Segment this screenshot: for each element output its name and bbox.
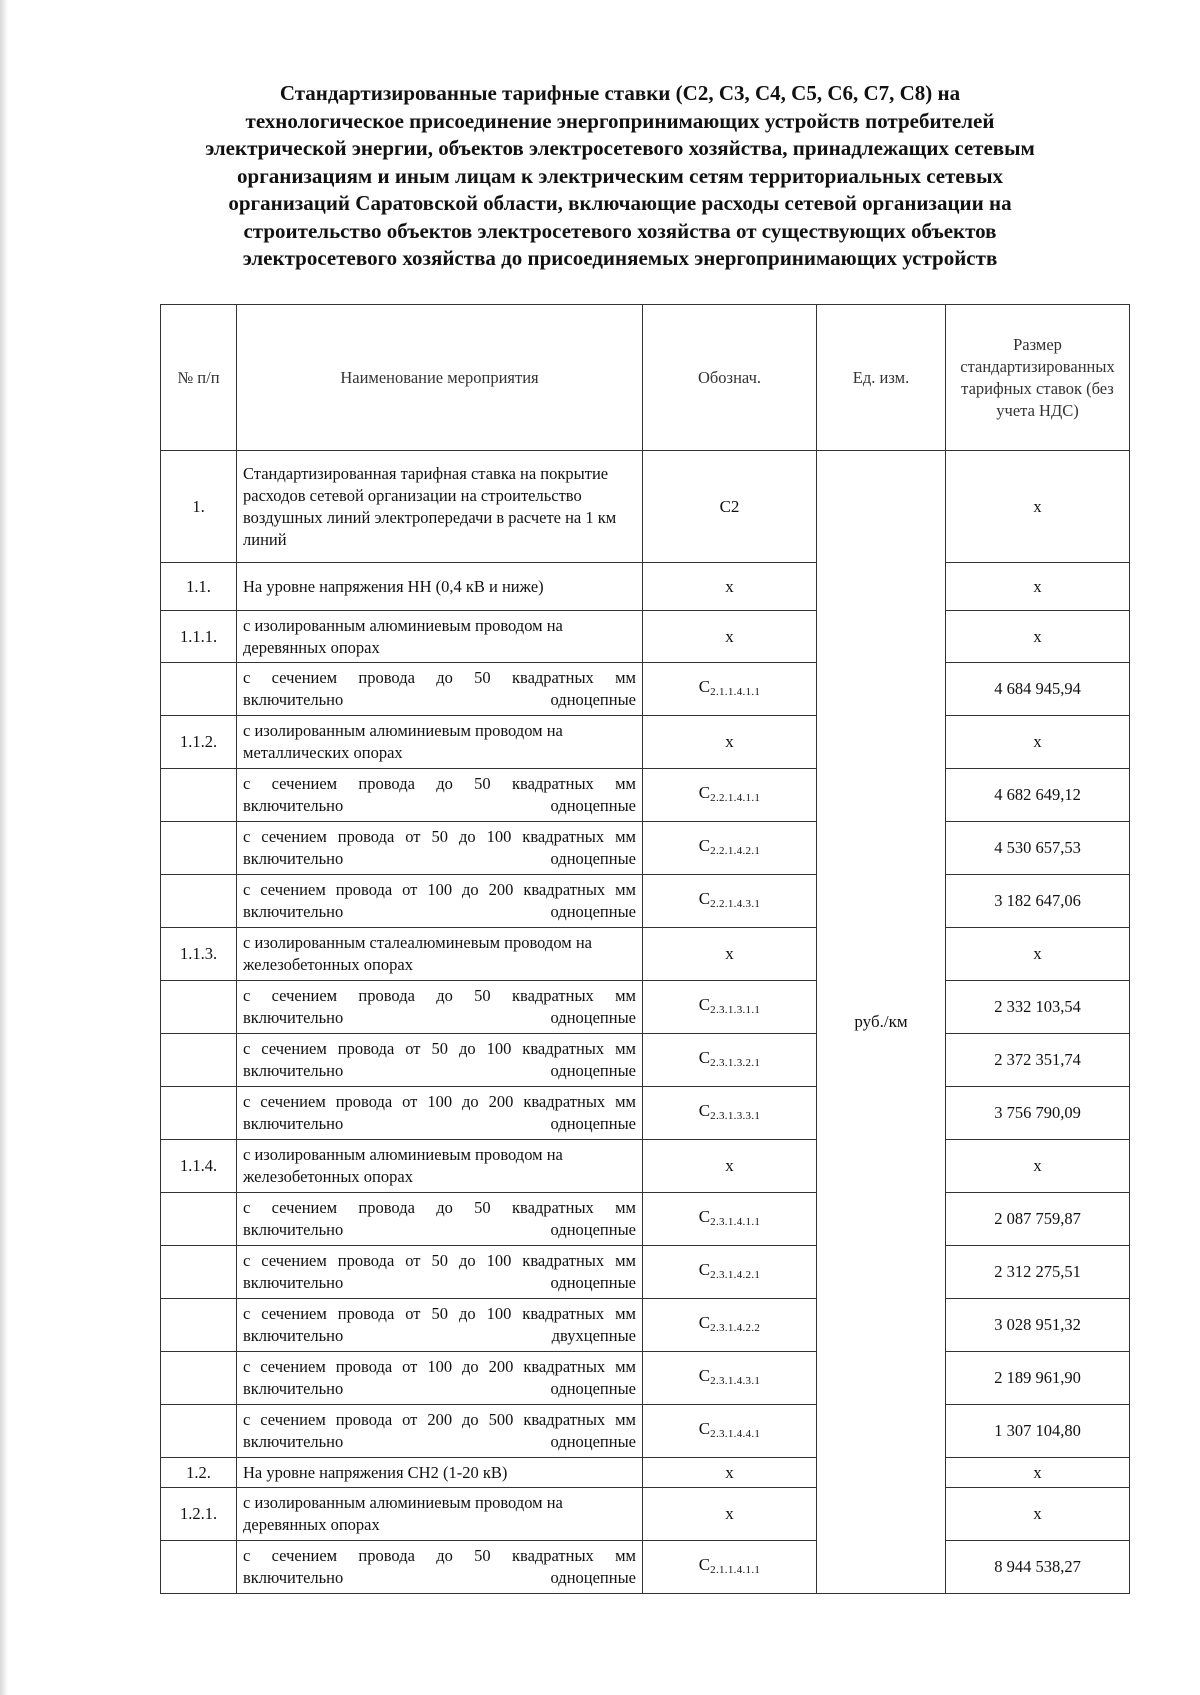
row-code — [643, 928, 817, 981]
header-code: Обознач. — [643, 305, 817, 451]
row-name: На уровне напряжения НН (0,4 кВ и ниже) — [237, 563, 643, 611]
code-subscript: 2.2.1.4.3.1 — [710, 897, 761, 910]
table-row — [161, 1352, 1130, 1405]
table-header-row — [161, 305, 1130, 451]
code-base: х — [725, 732, 734, 751]
code-base: С — [698, 676, 711, 696]
row-number — [161, 663, 237, 716]
row-name: с сечением провода до 50 квадратных мм включительно одноцепные — [237, 1193, 643, 1246]
table-row — [161, 981, 1130, 1034]
row-number — [161, 769, 237, 822]
row-number: 1.1.1. — [161, 611, 237, 663]
code-subscript: 2.3.1.3.2.1 — [710, 1056, 761, 1069]
code-subscript: 2.3.1.4.1.1 — [710, 1215, 761, 1228]
code-base: х — [725, 1156, 734, 1175]
row-number — [161, 875, 237, 928]
row-name: с сечением провода от 200 до 500 квадратных мм включительно одноцепные — [237, 1405, 643, 1458]
code-base: С — [698, 888, 711, 908]
row-value: 2 189 961,90 — [946, 1352, 1130, 1405]
code-base: С — [698, 782, 711, 802]
row-value: х — [946, 1140, 1130, 1193]
table-row — [161, 1246, 1130, 1299]
row-number — [161, 1541, 237, 1594]
row-code — [643, 1246, 817, 1299]
table-row — [161, 611, 1130, 663]
table-row — [161, 1087, 1130, 1140]
table-row — [161, 663, 1130, 716]
row-number: 1.2. — [161, 1458, 237, 1488]
code-base: С — [698, 1418, 711, 1438]
code-base: С — [698, 835, 711, 855]
row-value: 2 372 351,74 — [946, 1034, 1130, 1087]
row-number — [161, 822, 237, 875]
row-name: с сечением провода до 50 квадратных мм включительно одноцепные — [237, 1541, 643, 1594]
row-value: х — [946, 611, 1130, 663]
row-name: с изолированным алюминиевым проводом на деревянных опорах — [237, 1488, 643, 1541]
table-row — [161, 875, 1130, 928]
table-row — [161, 1034, 1130, 1087]
header-value: Размер стандартизированных тарифных ставок (без учета НДС) — [946, 305, 1130, 451]
row-code — [643, 1087, 817, 1140]
title-line: электрической энергии, объектов электросетевого хозяйства, принадлежащих сетевым — [205, 136, 1035, 160]
code-subscript: 2.1.1.4.1.1 — [710, 1563, 761, 1576]
tariff-table — [160, 304, 1130, 1594]
table-row — [161, 1488, 1130, 1541]
title-line: организациям и иным лицам к электрическим сетям территориальных сетевых — [237, 163, 1003, 188]
code-base: С — [698, 1206, 711, 1226]
row-name: На уровне напряжения СН2 (1-20 кВ) — [237, 1458, 643, 1488]
row-name: с сечением провода от 50 до 100 квадратных мм включительно двухцепные — [237, 1299, 643, 1352]
row-value: х — [946, 1488, 1130, 1541]
code-base: С — [698, 1365, 711, 1385]
table-row — [161, 1140, 1130, 1193]
row-code — [643, 1193, 817, 1246]
code-base: х — [725, 576, 734, 596]
row-name: с сечением провода до 50 квадратных мм включительно одноцепные — [237, 769, 643, 822]
row-code — [643, 1405, 817, 1458]
row-code — [643, 663, 817, 716]
row-code — [643, 1140, 817, 1193]
row-value: 2 332 103,54 — [946, 981, 1130, 1034]
row-code — [643, 822, 817, 875]
row-number: 1.1.4. — [161, 1140, 237, 1193]
code-subscript: 2.1.1.4.1.1 — [710, 685, 761, 698]
document-title — [150, 80, 1090, 273]
scan-edge-shadow — [0, 0, 8, 1695]
row-number: 1. — [161, 451, 237, 563]
code-base: С — [698, 1259, 711, 1279]
code-base: С — [698, 1554, 711, 1574]
code-base: С2 — [719, 496, 740, 516]
row-number — [161, 1087, 237, 1140]
row-number — [161, 1299, 237, 1352]
title-line: электросетевого хозяйства до присоединяемых энергопринимающих устройств — [242, 246, 998, 270]
row-value: 2 087 759,87 — [946, 1193, 1130, 1246]
code-base: С — [698, 994, 711, 1014]
row-value: 4 682 649,12 — [946, 769, 1130, 822]
row-code — [643, 1541, 817, 1594]
row-value: 3 182 647,06 — [946, 875, 1130, 928]
row-code — [643, 769, 817, 822]
code-base: х — [725, 1504, 734, 1523]
code-subscript: 2.3.1.4.2.1 — [710, 1268, 761, 1281]
code-subscript: 2.3.1.3.1.1 — [710, 1003, 761, 1016]
table-body — [161, 451, 1130, 1594]
row-name: с изолированным алюминиевым проводом на деревянных опорах — [237, 611, 643, 663]
code-subscript: 2.3.1.4.4.1 — [710, 1427, 761, 1440]
table-row — [161, 1541, 1130, 1594]
row-number: 1.1.2. — [161, 716, 237, 769]
table-row — [161, 1405, 1130, 1458]
row-value: 3 756 790,09 — [946, 1087, 1130, 1140]
row-value: 8 944 538,27 — [946, 1541, 1130, 1594]
header-num: № п/п — [161, 305, 237, 451]
row-number — [161, 981, 237, 1034]
row-number — [161, 1405, 237, 1458]
row-name: с сечением провода от 50 до 100 квадратных мм включительно одноцепные — [237, 1034, 643, 1087]
row-name: с сечением провода до 50 квадратных мм включительно одноцепные — [237, 663, 643, 716]
row-number: 1.1. — [161, 563, 237, 611]
code-base: х — [725, 626, 734, 646]
row-number — [161, 1193, 237, 1246]
table-row — [161, 1458, 1130, 1488]
title-line: технологическое присоединение энергопринимающих устройств потребителей — [245, 108, 995, 133]
code-subscript: 2.3.1.3.3.1 — [710, 1109, 761, 1122]
row-code — [643, 1034, 817, 1087]
code-base: С — [698, 1100, 711, 1120]
table-row — [161, 451, 1130, 563]
code-subscript: 2.3.1.4.2.2 — [710, 1321, 761, 1334]
row-number — [161, 1034, 237, 1087]
row-code — [643, 716, 817, 769]
row-name: с изолированным алюминиевым проводом на металлических опорах — [237, 716, 643, 769]
header-unit: Ед. изм. — [817, 305, 946, 451]
row-name: с сечением провода до 50 квадратных мм включительно одноцепные — [237, 981, 643, 1034]
row-value: х — [946, 1458, 1130, 1488]
title-line: Стандартизированные тарифные ставки (С2, С3, С4, С5, С6, С7, С8) на — [279, 81, 961, 105]
row-value: 2 312 275,51 — [946, 1246, 1130, 1299]
row-value: 4 684 945,94 — [946, 663, 1130, 716]
unit-cell: руб./км — [817, 451, 946, 1594]
row-name: с сечением провода от 50 до 100 квадратных мм включительно одноцепные — [237, 822, 643, 875]
header-name: Наименование мероприятия — [237, 305, 643, 451]
table-row — [161, 928, 1130, 981]
row-number: 1.2.1. — [161, 1488, 237, 1541]
code-subscript: 2.2.1.4.2.1 — [710, 844, 761, 857]
row-code — [643, 1488, 817, 1541]
title-line: строительство объектов электросетевого хозяйства от существующих объектов — [243, 218, 997, 243]
row-name: с изолированным сталеалюминевым проводом на железобетонных опорах — [237, 928, 643, 981]
code-base: х — [725, 1462, 734, 1482]
table-row — [161, 563, 1130, 611]
row-name: Стандартизированная тарифная ставка на покрытие расходов сетевой организации на строительство воздушных линий электропередачи в расчете на 1 км линий — [237, 451, 643, 563]
row-number — [161, 1246, 237, 1299]
row-value: 4 530 657,53 — [946, 822, 1130, 875]
row-code — [643, 981, 817, 1034]
row-name: с сечением провода от 100 до 200 квадратных мм включительно одноцепные — [237, 1087, 643, 1140]
row-code — [643, 1299, 817, 1352]
row-value: 3 028 951,32 — [946, 1299, 1130, 1352]
row-code — [643, 611, 817, 663]
row-name: с сечением провода от 100 до 200 квадратных мм включительно одноцепные — [237, 875, 643, 928]
row-name: с сечением провода от 100 до 200 квадратных мм включительно одноцепные — [237, 1352, 643, 1405]
row-value: х — [946, 563, 1130, 611]
row-code — [643, 1458, 817, 1488]
row-code — [643, 563, 817, 611]
row-name: с изолированным алюминиевым проводом на железобетонных опорах — [237, 1140, 643, 1193]
row-code — [643, 875, 817, 928]
title-line: организаций Саратовской области, включающие расходы сетевой организации на — [228, 191, 1012, 215]
row-number — [161, 1352, 237, 1405]
row-value: 1 307 104,80 — [946, 1405, 1130, 1458]
code-base: х — [725, 944, 734, 963]
row-value: х — [946, 716, 1130, 769]
table-row — [161, 822, 1130, 875]
table-row — [161, 1193, 1130, 1246]
table-row — [161, 769, 1130, 822]
table-row — [161, 716, 1130, 769]
row-number: 1.1.3. — [161, 928, 237, 981]
row-code — [643, 1352, 817, 1405]
row-value: х — [946, 451, 1130, 563]
code-base: С — [698, 1047, 711, 1067]
row-value: х — [946, 928, 1130, 981]
row-code — [643, 451, 817, 563]
row-name: с сечением провода от 50 до 100 квадратных мм включительно одноцепные — [237, 1246, 643, 1299]
code-base: С — [698, 1312, 711, 1332]
code-subscript: 2.3.1.4.3.1 — [710, 1374, 761, 1387]
table-row — [161, 1299, 1130, 1352]
code-subscript: 2.2.1.4.1.1 — [710, 791, 761, 804]
